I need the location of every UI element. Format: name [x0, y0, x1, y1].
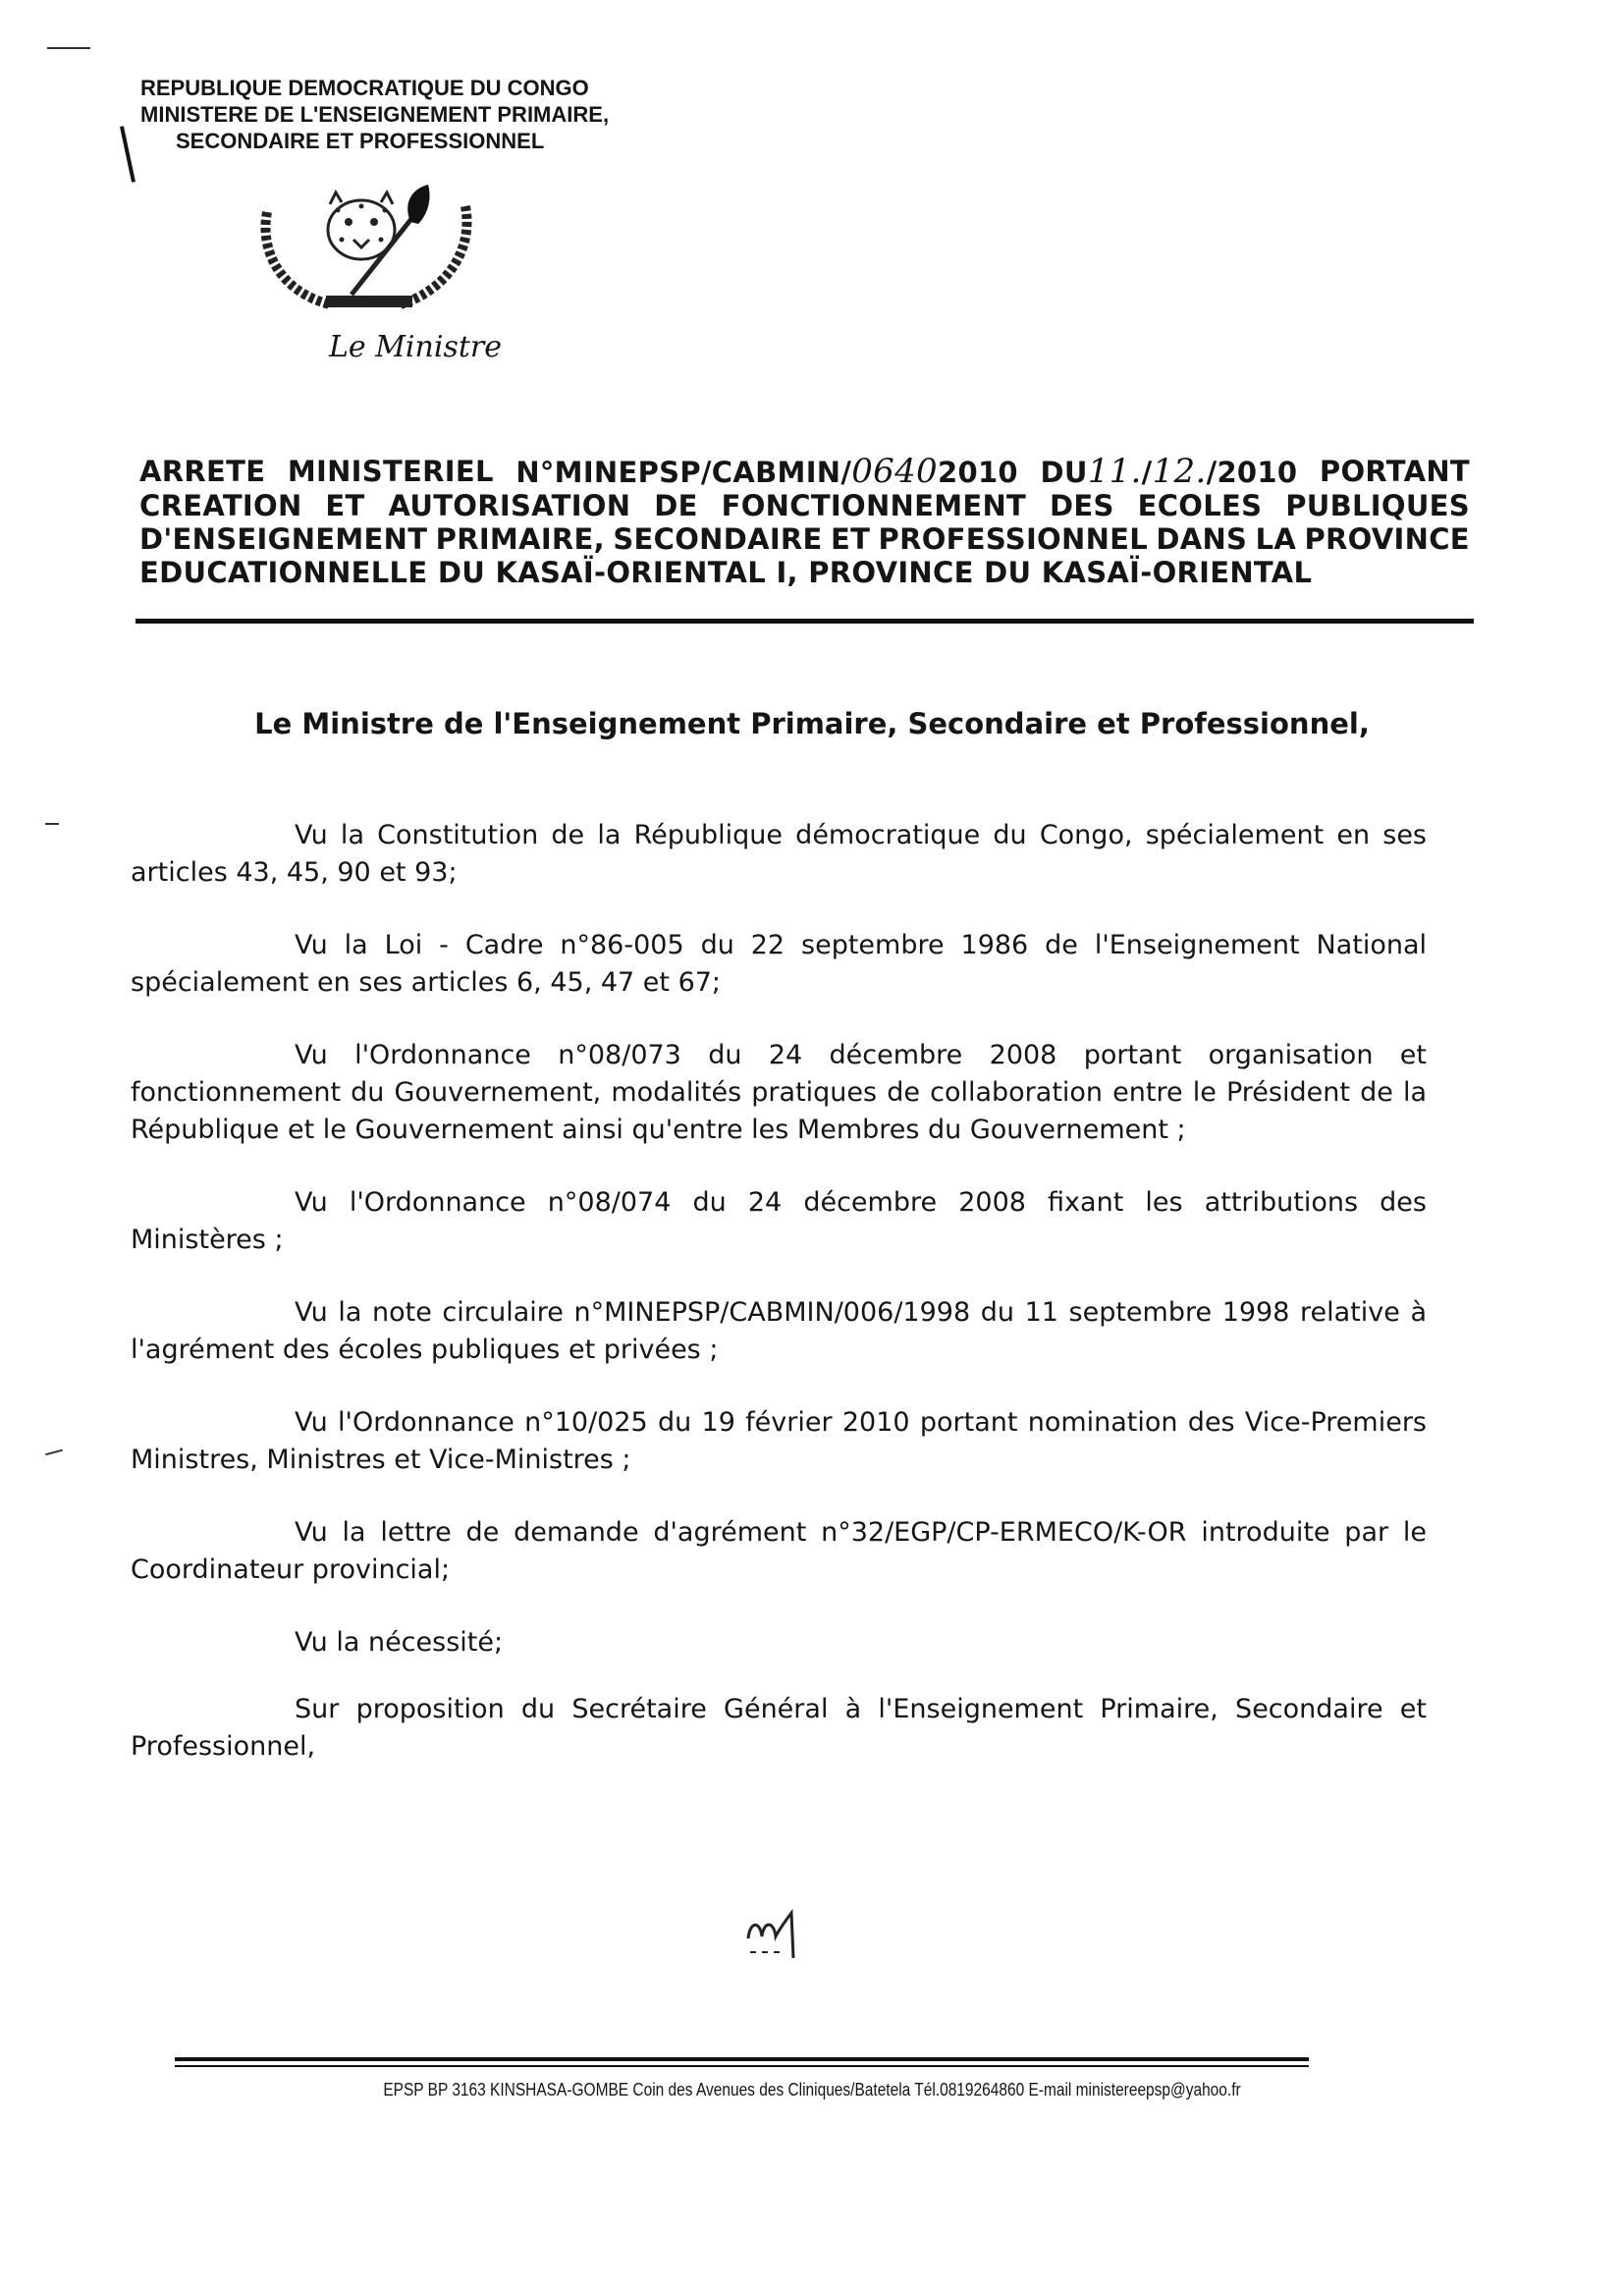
consideration-paragraph: Vu la note circulaire n°MINEPSP/CABMIN/006/1998 du 11 septembre 1998 relative à l'agrément des écoles publiques et privées ; — [131, 1297, 1427, 1365]
consideration-paragraph: Vu la Constitution de la République démocratique du Congo, spécialement en ses articles 43, 45, 90 et 93; — [131, 820, 1427, 888]
pen-mark — [120, 126, 135, 183]
considerations — [131, 817, 1427, 1801]
title-word: PRIMAIRE, — [435, 522, 605, 556]
handwritten-initials-icon — [742, 1903, 831, 1962]
consideration-paragraph: Vu la Loi - Cadre n°86-005 du 22 septembre 1986 de l'Enseignement National spécialement en ses articles 6, 45, 47 et 67; — [131, 930, 1427, 998]
handwritten-day: 11. — [1087, 452, 1142, 491]
title-word: PROFESSIONNEL — [878, 522, 1149, 556]
scan-mark — [47, 47, 90, 49]
title-word: FONCTIONNEMENT — [721, 489, 1027, 522]
footer-address: EPSP BP 3163 KINSHASA-GOMBE Coin des Avenues des Cliniques/Batetela Tél.0819264860 E-mail ministereepsp@yahoo.fr — [383, 2080, 1241, 2099]
leopard-spear-tusks-emblem-icon — [253, 185, 479, 317]
letterhead — [140, 75, 609, 154]
letterhead-ministry: MINISTERE DE L'ENSEIGNEMENT PRIMAIRE, — [140, 102, 610, 127]
letterhead-country: REPUBLIQUE DEMOCRATIQUE DU CONGO — [140, 76, 589, 100]
title-word: DES — [1050, 489, 1114, 522]
consideration-paragraph: Vu la lettre de demande d'agrément n°32/EGP/CP-ERMECO/K-OR introduite par le Coordinateur provincial; — [131, 1517, 1427, 1585]
title-word: MINISTERIEL — [287, 455, 494, 488]
title-word: D'ENSEIGNEMENT — [139, 522, 428, 556]
title-word: CREATION — [139, 489, 302, 522]
consideration-paragraph: Vu l'Ordonnance n°08/073 du 24 décembre 2008 portant organisation et fonctionnement du Gouvernement, modalités pratiques de collaboration entre le Président de la République et le Gouvernement ainsi qu'entre les Membres du Gouvernement ; — [131, 1040, 1427, 1145]
title-word: ARRETE — [139, 455, 266, 488]
consideration-paragraph: Vu l'Ordonnance n°10/025 du 19 février 2010 portant nomination des Vice-Premiers Ministres, Ministres et Vice-Ministres ; — [131, 1407, 1427, 1475]
title-line-4: EDUCATIONNELLE DU KASAÏ-ORIENTAL I, PROVINCE DU KASAÏ-ORIENTAL — [139, 556, 1313, 589]
title-line-3 — [139, 522, 1470, 556]
handwritten-month: 12. — [1152, 452, 1207, 491]
title-divider — [135, 619, 1474, 624]
title-word: PROVINCE — [1304, 522, 1470, 556]
decree-title — [139, 452, 1470, 589]
signatory-title: Le Ministre — [329, 330, 502, 364]
letterhead-ministry-cont: SECONDAIRE ET PROFESSIONNEL — [176, 129, 545, 153]
consideration-paragraph: Sur proposition du Secrétaire Général à l'Enseignement Primaire, Secondaire et Professionnel, — [131, 1694, 1427, 1762]
title-word: DE — [654, 489, 698, 522]
minister-heading: Le Ministre de l'Enseignement Primaire, Secondaire et Professionnel, — [254, 707, 1370, 740]
title-word: ET — [325, 489, 365, 522]
title-word: DANS — [1156, 522, 1248, 556]
consideration-paragraph: Vu l'Ordonnance n°08/074 du 24 décembre 2008 fixant les attributions des Ministères ; — [131, 1187, 1427, 1255]
scan-mark — [45, 823, 59, 825]
footer-rule — [175, 2065, 1309, 2067]
title-word: LA — [1255, 522, 1297, 556]
decree-number: N°MINEPSP/CABMIN/06402010 — [515, 452, 1018, 491]
title-word: ECOLES — [1137, 489, 1263, 522]
footer-rule — [175, 2057, 1309, 2061]
title-word: ET — [831, 522, 871, 556]
title-word: SECONDAIRE — [613, 522, 823, 556]
decree-date: DU11./12./2010 — [1040, 452, 1298, 491]
handwritten-number: 0640 — [851, 452, 938, 491]
title-line-2 — [139, 489, 1470, 522]
title-word: PUBLIQUES — [1285, 489, 1470, 522]
consideration-paragraph: Vu la nécessité; — [295, 1627, 504, 1658]
title-word: AUTORISATION — [388, 489, 631, 522]
scan-mark — [45, 1449, 63, 1456]
title-word: PORTANT — [1319, 455, 1470, 488]
title-line-1 — [139, 452, 1470, 491]
